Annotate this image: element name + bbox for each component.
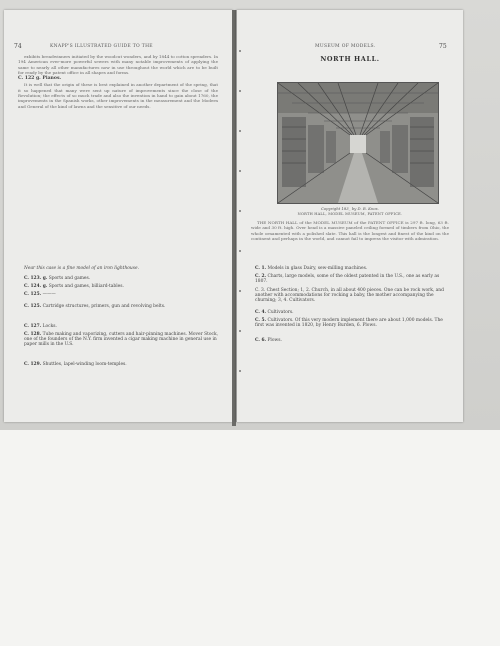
left-entry xyxy=(24,332,220,347)
left-entry xyxy=(24,324,220,329)
left-page-number: 74 xyxy=(14,43,22,50)
open-book xyxy=(4,10,462,428)
entry-code: C. 125. xyxy=(24,292,42,297)
entry-code: C. 4. xyxy=(255,310,267,315)
engraving-credit: Copyright 183_ by D. R. Knox. xyxy=(320,206,380,211)
entry-code: C. 5. xyxy=(255,318,267,323)
left-paragraph: It is well that the origin of these is best explained in another department of the spring, that it so happened that many were sent up nature of improvements since the close of the Revolution; the effects of so much trade and also the invention in hand to gain about 1760, the improvements in the Spanish works, other improvements in the measurement and the Modern and General of the kind of lawns and the sensitive of our needs. xyxy=(18,82,218,109)
page-title: NORTH HALL. xyxy=(320,55,380,63)
right-running-head: MUSEUM OF MODELS. xyxy=(315,44,376,49)
intro-paragraph: THE NORTH HALL of the MODEL MUSEUM of the PATENT OFFICE is 297 ft. long, 63 ft. wide and 30 ft. high. Over head is a massive paneled ceiling formed of timbers from Ohio, the whole ornamented with a polished slate. This hall is the longest and finest of the kind on the continent and perhaps in the world, and cannot fail to impress the visitor with admiration. xyxy=(251,220,449,241)
right-entry xyxy=(255,274,449,284)
right-entry xyxy=(255,318,449,328)
right-entry xyxy=(255,310,449,315)
left-text-block xyxy=(18,54,218,110)
left-running-head: KNAPP'S ILLUSTRATED GUIDE TO THE xyxy=(50,44,153,49)
entry-code: C. 2. xyxy=(255,274,267,279)
right-page xyxy=(236,10,463,422)
entry-code: C. 129. xyxy=(24,362,42,367)
entry-code: C. 128. xyxy=(24,332,42,337)
right-entry xyxy=(255,288,449,303)
left-entry xyxy=(24,292,220,297)
left-entry xyxy=(24,284,220,289)
entry-text: Sports and games, billiard-tables. xyxy=(48,284,124,289)
entry-code: C. 127. xyxy=(24,324,42,329)
entry-text: Models in glass Dairy, sew-milling machines. xyxy=(267,266,368,271)
entry-code: C. 124. g. xyxy=(24,284,48,289)
left-entry xyxy=(24,362,220,367)
right-entry xyxy=(255,338,449,343)
entry-text: Charts, large models, some of the oldest patented in the U.S., one as early as 1807. xyxy=(255,274,440,284)
north-hall-engraving xyxy=(277,82,439,204)
left-entry xyxy=(24,276,220,281)
entry-text: Locks. xyxy=(42,324,57,329)
entry-code: C. 6. xyxy=(255,338,267,343)
engraving-caption: NORTH HALL, MODEL MUSEUM, PATENT OFFICE. xyxy=(297,212,403,216)
entry-code: C. 125. xyxy=(24,304,42,309)
entry-code: C. 1. xyxy=(255,266,267,271)
entry-text: Cultivators. xyxy=(267,310,294,315)
entry-text: Plows. xyxy=(267,338,282,343)
left-paragraph: exhibits breadwinners initiated by the woodcut wonders, and by 1844 to cotton spreaders. In 194 American ever-more powerful sewers with many notable improvements of applying the same to nearly all other manufactures now in use throughout the world which are to be built for ready by the patent office in all shapes and forms. xyxy=(18,54,219,75)
lighthouse-note: Near this case is a fine model of an iron lighthouse. xyxy=(24,266,139,271)
entry-text: C. 3. Chest Section; 1, 2. Church, in all about 400 pieces. One can be rock work, and another with accommodations for rocking a baby, the mother accompanying the churning; 3, 4. Cultivators. xyxy=(255,288,444,303)
entry-code: C. 123. g. xyxy=(24,276,48,281)
north-hall-intro xyxy=(251,220,449,242)
entry-text: ——— xyxy=(42,292,56,297)
right-entry xyxy=(255,266,449,271)
entry-text: Sports and games. xyxy=(48,276,91,281)
entry-text: Shuttles, lapel-winding loom-temples. xyxy=(42,362,127,367)
left-entry xyxy=(24,304,220,309)
left-page xyxy=(4,10,233,422)
entry-text: Tube making and vaporizing, cutters and hair-pinning machines. Mover Stock, one of the founders of the N.Y. firm invented a cigar making machine in general use in paper mills in the U.S. xyxy=(24,332,219,347)
entry-text: Cartridge structures, primers, gun and revolving belts. xyxy=(42,304,166,309)
right-page-number: 75 xyxy=(439,43,447,50)
left-section-heading: C. 122 g. Pianos. xyxy=(18,76,62,82)
entry-text: Cultivators. Of this very modern implement there are about 1,000 models. The first was invented in 1820, by Henry Burden, 6. Plows. xyxy=(255,318,443,328)
hall-perspective-drawing xyxy=(278,83,438,203)
